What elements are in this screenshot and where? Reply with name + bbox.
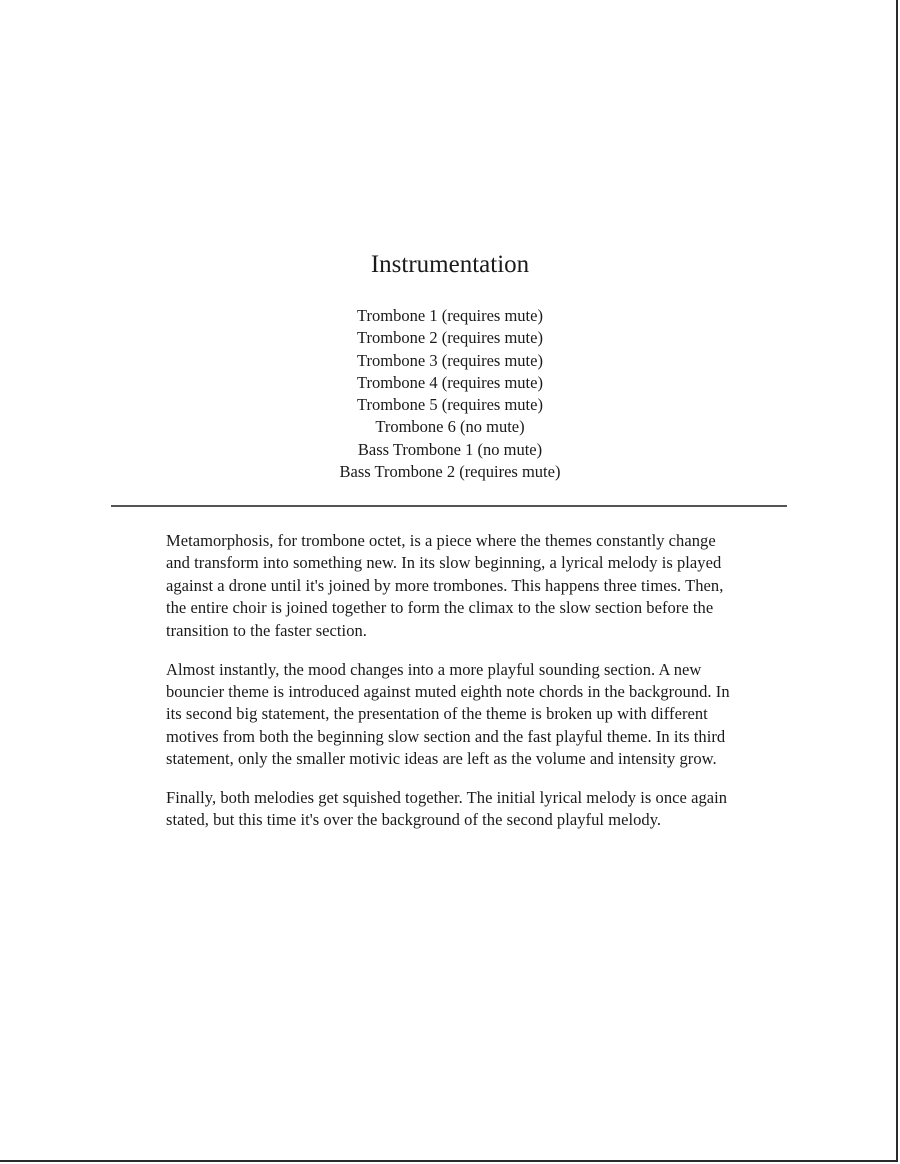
paragraph: Finally, both melodies get squished together. The initial lyrical melody is once again stated, but this time it's over the background of the second playful melody. bbox=[166, 788, 728, 830]
instrument-list bbox=[0, 305, 900, 483]
section-divider bbox=[111, 505, 787, 507]
instrument-item: Trombone 5 (requires mute) bbox=[357, 395, 543, 415]
paragraph: Almost instantly, the mood changes into a more playful sounding section. A new bouncier theme is introduced against muted eighth note chords in the background. In its second big statement, the presentation of the theme is broken up with different motives from both the beginning slow section and the fast playful theme. In its third statement, only the smaller motivic ideas are left as the volume and intensity grow. bbox=[166, 659, 730, 769]
instrument-item: Bass Trombone 2 (requires mute) bbox=[339, 462, 561, 482]
instrument-item: Trombone 2 (requires mute) bbox=[357, 328, 543, 348]
instrument-item: Bass Trombone 1 (no mute) bbox=[357, 439, 543, 459]
page-title: Instrumentation bbox=[370, 251, 530, 278]
instrument-item: Trombone 4 (requires mute) bbox=[357, 372, 543, 392]
instrument-item: Trombone 3 (requires mute) bbox=[357, 350, 543, 370]
program-notes bbox=[166, 530, 741, 848]
instrument-item: Trombone 6 (no mute) bbox=[375, 417, 525, 437]
paragraph: Metamorphosis, for trombone octet, is a piece where the themes constantly change and transform into something new. In its slow beginning, a lyrical melody is played against a drone until it's joined by more trombones. This happens three times. Then, the entire choir is joined together to form the climax to the slow section before the transition to the faster section. bbox=[166, 531, 724, 640]
instrument-item: Trombone 1 (requires mute) bbox=[357, 306, 543, 325]
